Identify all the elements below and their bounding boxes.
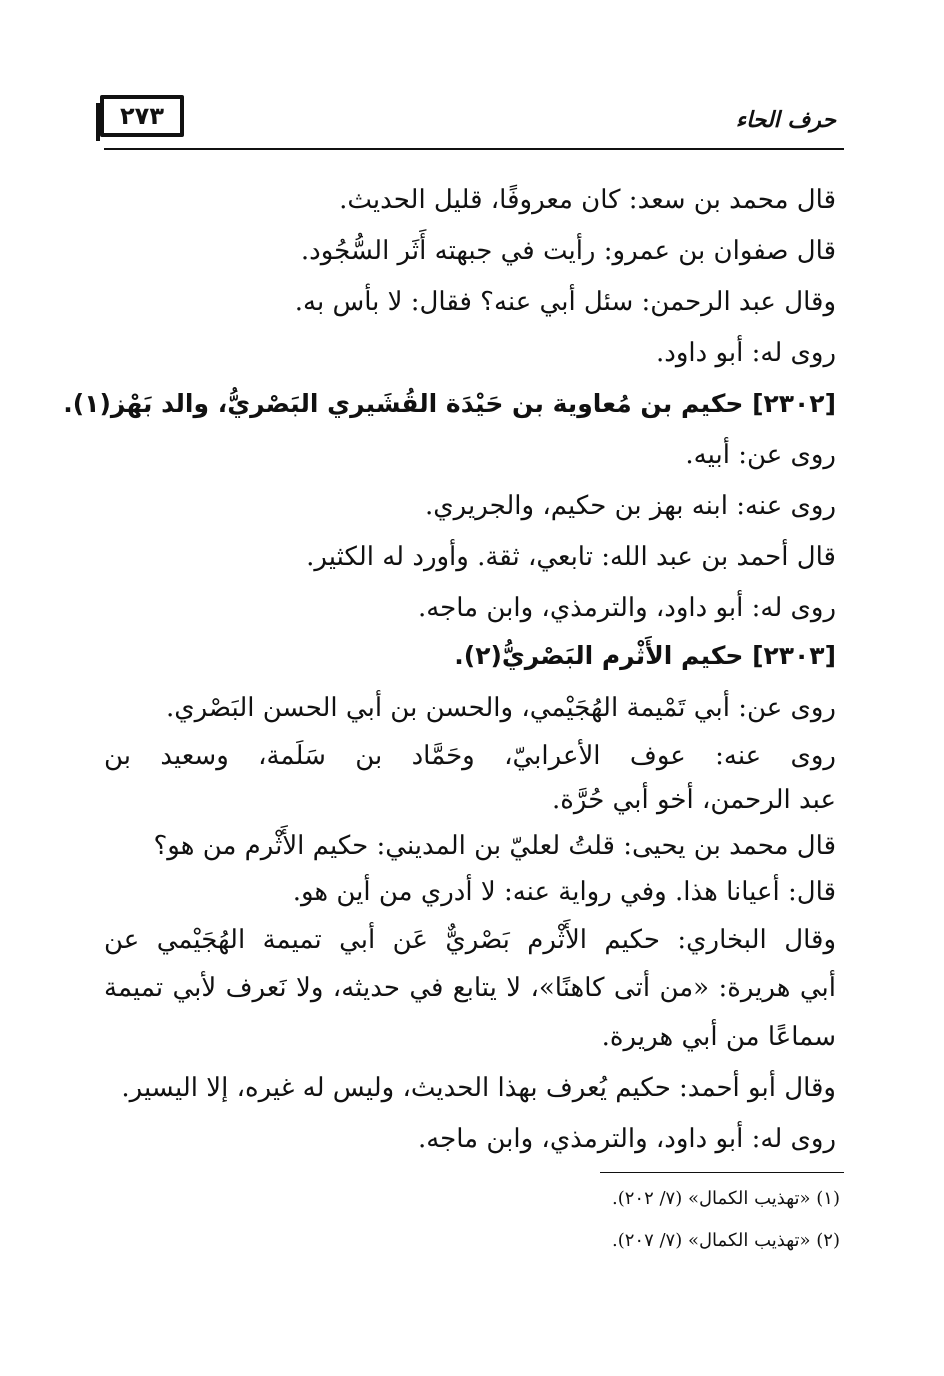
body-line: قال صفوان بن عمرو: رأيت في جبهته أَثَر السُّجُود. (300, 236, 836, 266)
body-line: قال: أعيانا هذا. وفي رواية عنه: لا أدري من أين هو. (292, 877, 836, 907)
running-header: حرف الحاء (735, 108, 836, 133)
body-line: روى عن: أبيه. (685, 440, 836, 470)
body-line: عبد الرحمن، أخو أبي حُرَّة. (551, 785, 836, 815)
entry-heading: [٢٣٠٢] حكيم بن مُعاوية بن حَيْدَة القُشَيري البَصْريُّ، والد بَهْز(١). (63, 389, 836, 418)
body-line: روى له: أبو داود. (656, 338, 836, 368)
body-line: روى له: أبو داود، والترمذي، وابن ماجه. (417, 593, 836, 623)
footnote-rule (600, 1172, 844, 1173)
body-line: روى له: أبو داود، والترمذي، وابن ماجه. (417, 1124, 836, 1154)
body-line: وقال البخاري: حكيم الأَثْرم بَصْريٌّ عَن أبي تميمة الهُجَيْمي عن (104, 925, 836, 955)
body-line: أبي هريرة: «من أتى كاهنًا»، لا يتابع في حديثه، ولا نَعرف لأبي تميمة (104, 973, 836, 1003)
body-line: قال محمد بن سعد: كان معروفًا، قليل الحديث. (339, 185, 836, 215)
footnote: (١) «تهذيب الكمال» (٧/ ٢٠٢). (611, 1188, 840, 1209)
body-line: سماعًا من أبي هريرة. (601, 1022, 836, 1052)
body-line: روى عنه: عوف الأعرابيّ، وحَمَّاد بن سَلَمة، وسعيد بن (104, 741, 836, 771)
body-line: روى عنه: ابنه بهز بن حكيم، والجريري. (425, 491, 836, 521)
body-line: وقال عبد الرحمن: سئل أبي عنه؟ فقال: لا بأس به. (294, 287, 836, 317)
body-line: قال أحمد بن عبد الله: تابعي، ثقة. وأورد له الكثير. (306, 542, 836, 572)
body-line: قال محمد بن يحيى: قلتُ لعليّ بن المديني: حكيم الأَثْرم من هو؟ (153, 831, 836, 861)
entry-heading: [٢٣٠٣] حكيم الأَثْرم البَصْريُّ(٢). (454, 641, 836, 670)
header-rule (104, 148, 844, 150)
footnote: (٢) «تهذيب الكمال» (٧/ ٢٠٧). (611, 1230, 840, 1251)
body-line: وقال أبو أحمد: حكيم يُعرف بهذا الحديث، وليس له غيره، إلا اليسير. (121, 1073, 836, 1103)
body-line: روى عن: أبي تَمْيمة الهُجَيْمي، والحسن بن أبي الحسن البَصْري. (165, 693, 836, 723)
page-number: ٢٧٣ (120, 102, 164, 130)
page-number-box (100, 95, 184, 137)
